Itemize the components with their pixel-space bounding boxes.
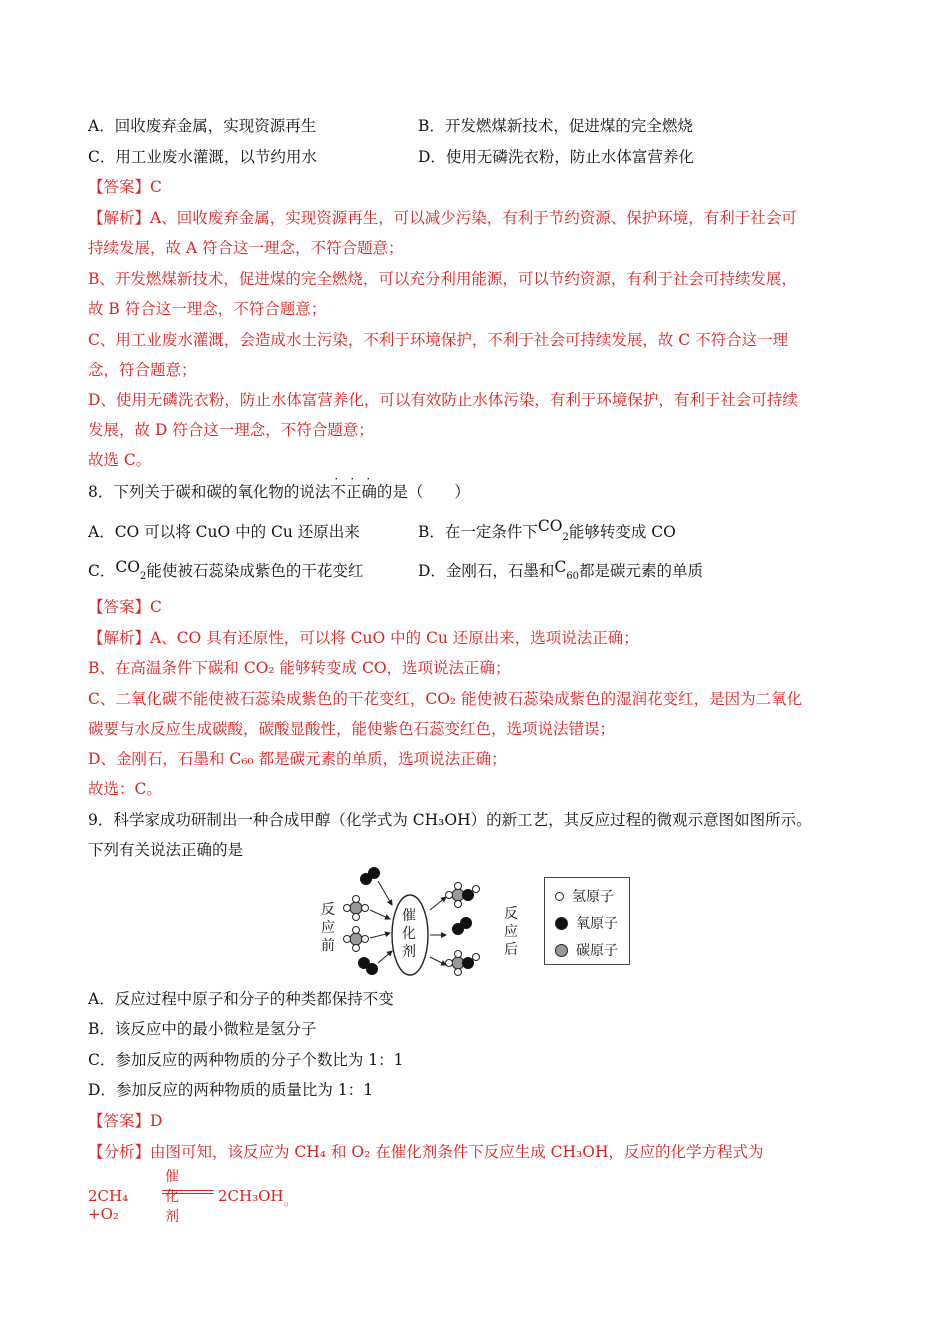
hydrogen-atom-icon [555, 892, 564, 901]
equation-catalyst: 催化剂 [165, 1169, 179, 1225]
equation-arrow [162, 1190, 214, 1194]
q9-analysis-line-1: 【分析】由图可知，该反应为 CH₄ 和 O₂ 在催化剂条件下反应生成 CH₃OH，反应的化学方程式为 [88, 1143, 764, 1161]
q9-option-c: C．参加反应的两种物质的分子个数比为 1：1 [88, 1051, 404, 1069]
oxygen-atom-icon [555, 917, 568, 930]
q8-option-a: A．CO 可以将 CuO 中的 Cu 还原出来 [88, 523, 360, 541]
q8-analysis-line-2: B、在高温条件下碳和 CO₂ 能够转变成 CO，选项说法正确； [88, 659, 511, 677]
q7-analysis-line-5: C、用工业废水灌溉，会造成水土污染，不利于环境保护，不利于社会可持续发展，故 C 不符合这一理 [88, 331, 789, 349]
q8-conclusion: 故选：C。 [88, 780, 162, 798]
q9-answer: 【答案】D [88, 1112, 163, 1130]
before-label: 反应前 [321, 902, 335, 954]
q7-option-c: C．用工业废水灌溉，以节约用水 [88, 148, 317, 166]
q7-analysis-line-1: 【解析】A、回收废弃金属，实现资源再生，可以减少污染，有利于节约资源、保护环境，有利于社会可 [88, 209, 797, 227]
molecule-illustration [340, 865, 540, 980]
q7-conclusion: 故选 C。 [88, 451, 152, 469]
carbon-atom-icon [555, 944, 568, 957]
q9-stem-line-1: 9．科学家成功研制出一种合成甲醇（化学式为 CH₃OH）的新工艺，其反应过程的微观示意图如图所示。 [88, 811, 812, 829]
q7-analysis-line-2: 持续发展，故 A 符合这一理念，不符合题意； [88, 239, 404, 257]
atom-legend [544, 877, 630, 965]
legend-hydrogen: 氢原子 [555, 886, 614, 906]
c60-formula: $C_{60}$ [554, 558, 580, 582]
q8-analysis-line-1: 【解析】A、CO 具有还原性，可以将 CuO 中的 Cu 还原出来，选项说法正确； [88, 629, 639, 647]
q7-analysis-line-4: 故 B 符合这一理念，不符合题意； [88, 300, 327, 318]
q8-option-d: D．金刚石，石墨和$C_{60}$都是碳元素的单质 [418, 558, 704, 582]
co2-formula: $CO_2$ [537, 517, 569, 543]
q8-answer: 【答案】C [88, 598, 162, 616]
q8-analysis-line-4: 碳要与水反应生成碳酸，碳酸显酸性，能使紫色石蕊变红色，选项说法错误； [88, 720, 616, 738]
q8-stem-post: 的是（ ） [376, 483, 470, 501]
legend-oxygen: 氧原子 [555, 913, 618, 933]
equation-left: 2CH₄ +O₂ [88, 1187, 129, 1223]
q7-option-b: B．开发燃煤新技术，促进煤的完全燃烧 [418, 117, 693, 135]
q8-option-b: B．在一定条件下$CO_2$能够转变成 CO [418, 517, 676, 543]
q9-option-b: B．该反应中的最小微粒是氢分子 [88, 1020, 317, 1038]
q7-analysis-line-3: B、开发燃煤新技术，促进煤的完全燃烧，可以充分利用能源，可以节约资源，有利于社会可持续发展， [88, 270, 797, 288]
q7-analysis-line-6: 念，符合题意； [88, 361, 197, 379]
equation-end: 。 [284, 1194, 297, 1208]
q8-analysis-line-3: C、二氧化碳不能使被石蕊染成紫色的干花变红，CO₂ 能使被石蕊染成紫色的湿润花变红，是因为二氧化 [88, 690, 803, 708]
q7-analysis-line-7: D、使用无磷洗衣粉，防止水体富营养化，可以有效防止水体污染，有利于环境保护，有利于社会可持续 [88, 391, 798, 409]
q7-analysis-line-8: 发展，故 D 符合这一理念，不符合题意； [88, 421, 374, 439]
q8-stem-emphasis: 不正确 · · · [330, 472, 377, 501]
reaction-diagram [300, 865, 640, 980]
after-label: 反应后 [504, 906, 518, 958]
q8-stem [88, 472, 470, 503]
q9-option-d: D．参加反应的两种物质的质量比为 1：1 [88, 1081, 374, 1099]
q9-stem-line-2: 下列有关说法正确的是 [88, 841, 244, 859]
q7-option-a: A．回收废弃金属，实现资源再生 [88, 117, 317, 135]
catalyst-label: 催化剂 [402, 908, 416, 960]
q8-analysis-line-5: D、金刚石，石墨和 C₆₀ 都是碳元素的单质，选项说法正确； [88, 750, 507, 768]
co2-formula: $CO_2$ [115, 558, 147, 582]
q8-option-c: C．$CO_2$能使被石蕊染成紫色的干花变红 [88, 558, 364, 582]
equation-right: 2CH₃OH [218, 1187, 284, 1205]
legend-carbon: 碳原子 [555, 940, 618, 960]
q7-option-d: D．使用无磷洗衣粉，防止水体富营养化 [418, 148, 694, 166]
q9-option-a: A．反应过程中原子和分子的种类都保持不变 [88, 990, 394, 1008]
q8-stem-pre: 8．下列关于碳和碳的氧化物的说法 [88, 483, 331, 501]
q7-answer: 【答案】C [88, 178, 162, 196]
